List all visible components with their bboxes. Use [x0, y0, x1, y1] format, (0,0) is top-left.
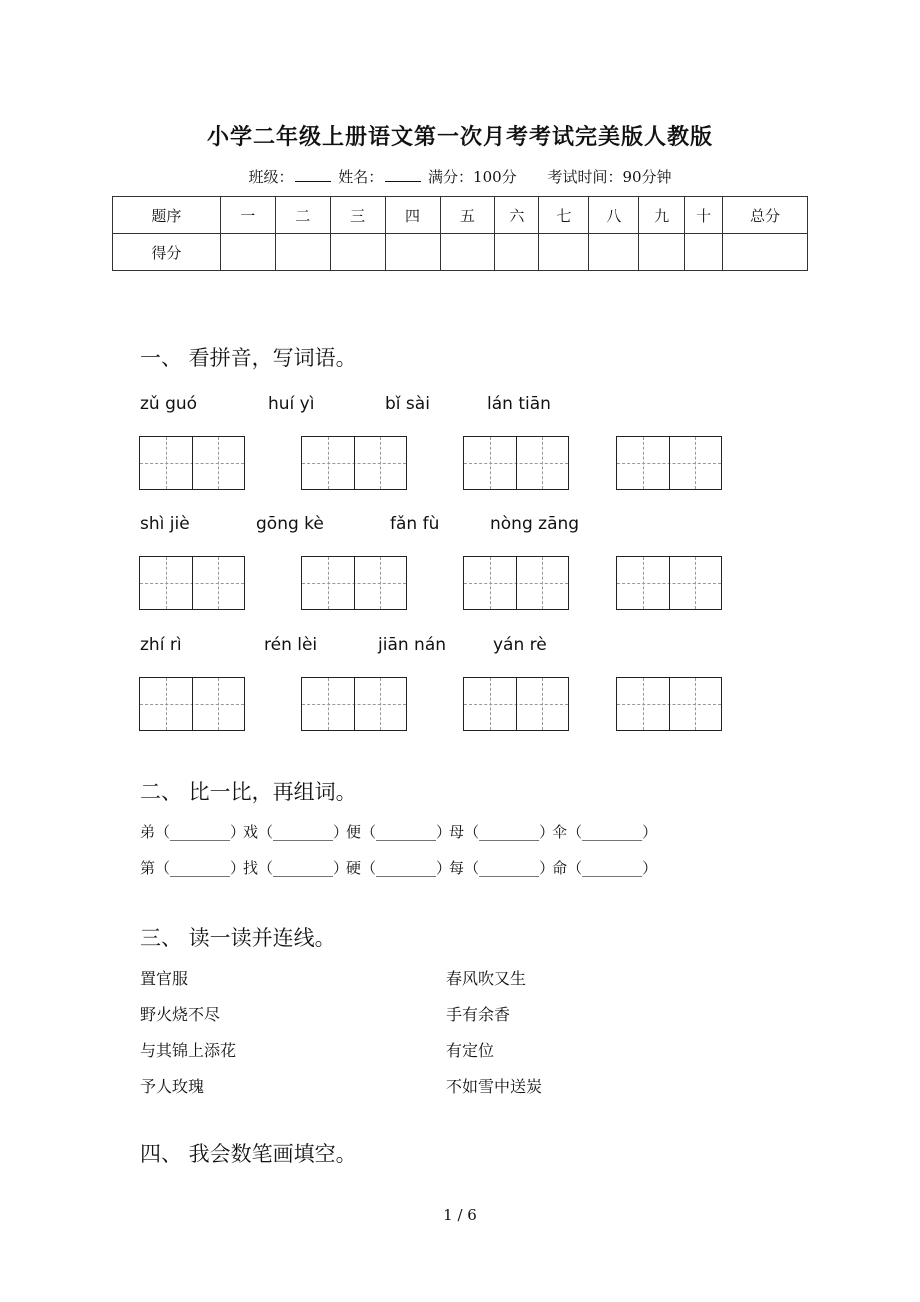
score-cell[interactable]: [589, 234, 639, 271]
compare-char: 第: [140, 859, 156, 877]
score-cell[interactable]: [330, 234, 385, 271]
match-left-item[interactable]: 与其锦上添花: [140, 1041, 237, 1060]
compare-blank[interactable]: （________）: [567, 859, 658, 877]
class-blank[interactable]: [295, 167, 331, 182]
score-cell[interactable]: [639, 234, 685, 271]
score-cell[interactable]: [275, 234, 330, 271]
compare-blank[interactable]: （________）: [258, 859, 349, 877]
writing-box[interactable]: [301, 436, 407, 490]
score-cell[interactable]: [440, 234, 495, 271]
compare-char: 每: [449, 859, 465, 877]
header-cell: 十: [685, 197, 723, 234]
writing-box[interactable]: [139, 556, 245, 610]
header-cell: 八: [589, 197, 639, 234]
score-cell[interactable]: [539, 234, 589, 271]
score-cell[interactable]: [385, 234, 440, 271]
compare-char: 戏: [243, 823, 259, 841]
name-blank[interactable]: [385, 167, 421, 182]
compare-char: 便: [346, 823, 362, 841]
pinyin: gōng kè: [256, 514, 324, 534]
compare-char: 伞: [552, 823, 568, 841]
writing-box[interactable]: [139, 677, 245, 731]
score-table: [112, 196, 808, 271]
section-3-title: 三、 读一读并连线。: [140, 926, 336, 950]
compare-blank[interactable]: （________）: [567, 823, 658, 841]
score-header-row: [113, 197, 808, 234]
section-1-title: 一、 看拼音，写词语。: [140, 346, 357, 370]
compare-blank[interactable]: （________）: [361, 859, 452, 877]
header-cell: 九: [639, 197, 685, 234]
match-left-item[interactable]: 予人玫瑰: [140, 1077, 205, 1096]
page-number: 1 / 6: [443, 1206, 477, 1224]
compare-blank[interactable]: （________）: [361, 823, 452, 841]
header-cell: 题序: [113, 197, 221, 234]
pinyin: huí yì: [268, 394, 315, 414]
score-cell[interactable]: [723, 234, 808, 271]
header-cell: 四: [385, 197, 440, 234]
writing-box[interactable]: [301, 677, 407, 731]
page-title: 小学二年级上册语文第一次月考考试完美版人教版: [206, 124, 713, 150]
pinyin: lán tiān: [487, 394, 551, 414]
pinyin: shì jiè: [140, 514, 190, 534]
compare-char: 命: [552, 859, 568, 877]
pinyin: yán rè: [493, 635, 547, 655]
writing-box[interactable]: [616, 556, 722, 610]
writing-box[interactable]: [463, 436, 569, 490]
compare-blank[interactable]: （________）: [258, 823, 349, 841]
exam-info: [0, 166, 920, 187]
writing-box[interactable]: [616, 436, 722, 490]
match-right-item[interactable]: 有定位: [446, 1041, 495, 1060]
compare-blank[interactable]: （________）: [464, 859, 555, 877]
header-cell: 二: [275, 197, 330, 234]
match-left-item[interactable]: 置官服: [140, 969, 189, 988]
header-cell: 七: [539, 197, 589, 234]
pinyin: nòng zāng: [490, 514, 580, 534]
score-cell[interactable]: [495, 234, 539, 271]
score-cell[interactable]: [220, 234, 275, 271]
compare-char: 硬: [346, 859, 362, 877]
header-cell: 六: [495, 197, 539, 234]
score-row-label: 得分: [113, 234, 221, 271]
score-cell[interactable]: [685, 234, 723, 271]
writing-box[interactable]: [463, 677, 569, 731]
header-cell: 总分: [723, 197, 808, 234]
writing-box[interactable]: [301, 556, 407, 610]
match-right-item[interactable]: 春风吹又生: [446, 969, 527, 988]
compare-char: 母: [449, 823, 465, 841]
match-right-item[interactable]: 手有余香: [446, 1005, 511, 1024]
pinyin: zǔ guó: [140, 394, 198, 414]
name-label: 姓名：: [338, 168, 384, 186]
writing-box[interactable]: [616, 677, 722, 731]
compare-char: 找: [243, 859, 259, 877]
header-cell: 三: [330, 197, 385, 234]
compare-row-1: [140, 821, 658, 842]
writing-box[interactable]: [139, 436, 245, 490]
compare-blank[interactable]: （________）: [155, 823, 246, 841]
class-label: 班级：: [248, 168, 294, 186]
section-2-title: 二、 比一比，再组词。: [140, 780, 357, 804]
pinyin: bǐ sài: [385, 394, 430, 414]
writing-box[interactable]: [463, 556, 569, 610]
compare-blank[interactable]: （________）: [464, 823, 555, 841]
compare-char: 弟: [140, 823, 156, 841]
header-cell: 五: [440, 197, 495, 234]
header-cell: 一: [220, 197, 275, 234]
pinyin: fǎn fù: [390, 514, 440, 534]
compare-row-2: [140, 857, 658, 878]
pinyin: zhí rì: [140, 635, 182, 655]
section-4-title: 四、 我会数笔画填空。: [140, 1142, 357, 1166]
pinyin: jiān nán: [378, 635, 447, 655]
pinyin: rén lèi: [264, 635, 318, 655]
match-right-item[interactable]: 不如雪中送炭: [446, 1077, 543, 1096]
exam-time: 考试时间：90分钟: [547, 168, 672, 186]
match-left-item[interactable]: 野火烧不尽: [140, 1005, 221, 1024]
score-row: [113, 234, 808, 271]
full-score: 满分：100分: [428, 168, 517, 186]
compare-blank[interactable]: （________）: [155, 859, 246, 877]
